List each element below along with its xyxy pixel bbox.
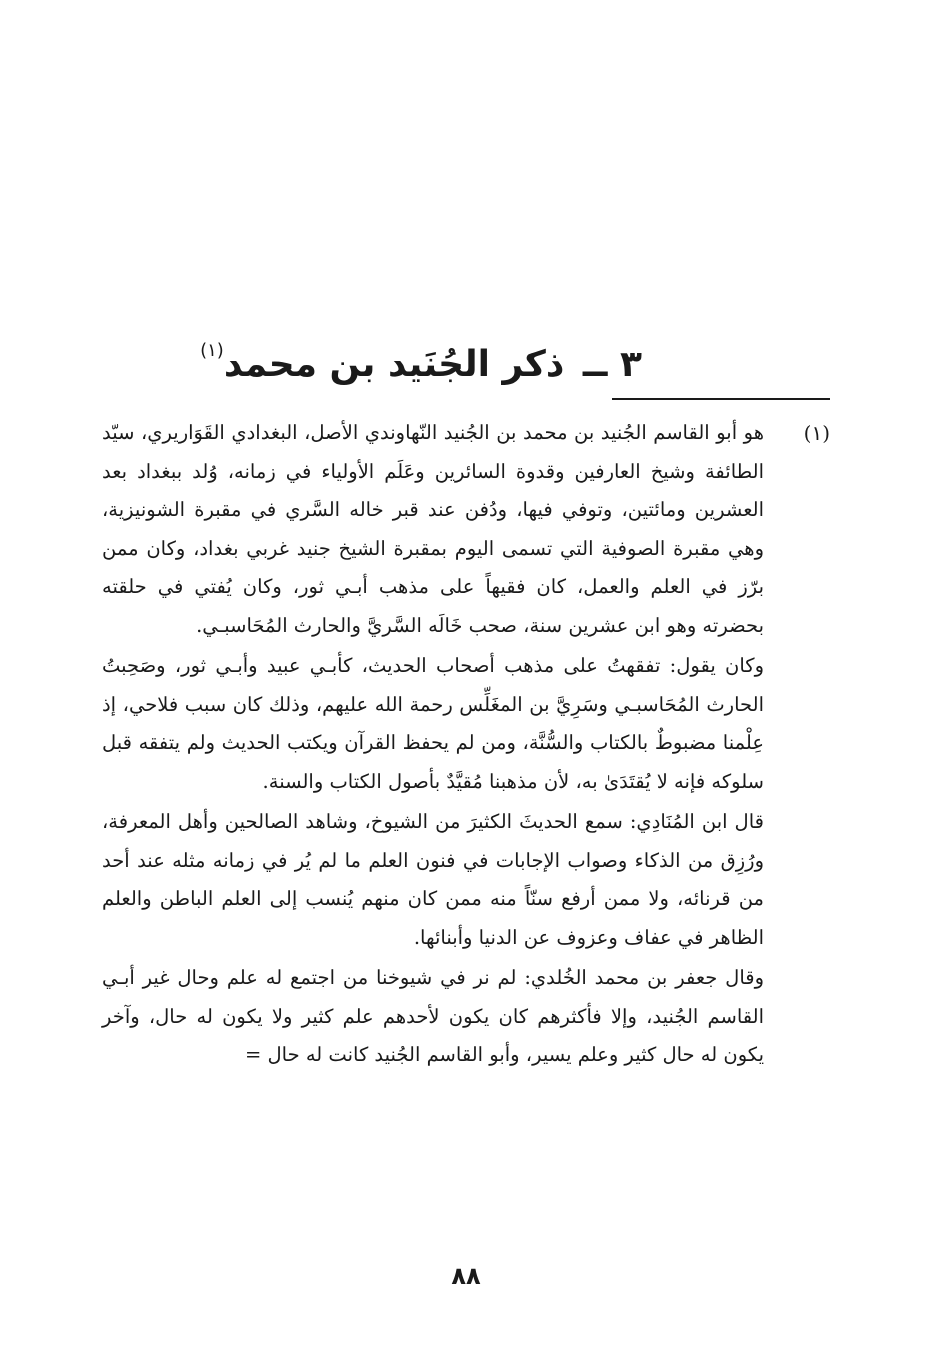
footnote-paragraph: وقال جعفر بن محمد الخُلدي: لم نر في شيوخنا من اجتمع له علم وحال غير أبـي القاسم الجُنيد، وإلا فأكثرهم كان يكون لأحدهم علم كثير ولا يكون له حال، وآخر يكون له حال كثير وعلم يسير، وأبو القاسم الجُنيد كانت له حال = bbox=[102, 966, 764, 1066]
footnote-paragraph: هو أبو القاسم الجُنيد بن محمد بن الجُنيد النّهاوندي الأصل، البغدادي القَوَاريري، سيّد الطائفة وشيخ العارفين وقدوة السائرين وعَلَم الأولياء في زمانه، وُلد ببغداد بعد العشرين ومائتين، وتوفي فيها، ودُفن عند قبر خاله السَّري في مقبرة الشونيزية، وهي مقبرة الصوفية التي تسمى اليوم بمقبرة الشيخ جنيد غربي بغداد، وكان ممن برّز في العلم والعمل، كان فقيهاً على مذهب أبـي ثور، وكان يُفتي في حلقته بحضرته وهو ابن عشرين سنة، صحب خَالَه السَّريَّ والحارث المُحَاسبـي. bbox=[102, 421, 764, 637]
footnote-separator bbox=[612, 398, 830, 400]
chapter-title-text: ذكر الجُنَيد بن محمد bbox=[223, 344, 565, 386]
footnote-marker: (١) bbox=[803, 421, 830, 445]
footnote-paragraph: وكان يقول: تفقهتُ على مذهب أصحاب الحديث، كأبـي عبيد وأبـي ثور، وصَحِبتُ الحارث المُحَاسبـي وسَرِيَّ بن المغَلِّس رحمة الله عليهم، وذلك كان سبب فلاحي، إذ عِلْمنا مضبوطٌ بالكتاب والسُّنَّة، ومن لم يحفظ القرآن ويكتب الحديث ولم يتفقه قبل سلوكه فإنه لا يُقتَدَىٰ به، لأن مذهبنا مُقيَّدٌ بأصول الكتاب والسنة. bbox=[102, 654, 764, 793]
chapter-number: ٣ ــ bbox=[582, 344, 642, 386]
chapter-heading bbox=[200, 340, 642, 386]
page-number: ٨٨ bbox=[451, 1262, 481, 1290]
footnote-paragraph: قال ابن المُنَادِي: سمع الحديثَ الكثيرَ من الشيوخ، وشاهد الصالحين وأهل المعرفة، ورُزِق من الذكاء وصواب الإجابات في فنون العلم ما لم يُر في زمانه مثله عند أحد من قرنائه، ولا ممن أرفع سنّاً منه ممن كان منهم يُنسب إلى العلم الباطن والعلم الظاهر في عفاف وعزوف عن الدنيا وأبنائها. bbox=[102, 810, 764, 949]
footnote bbox=[102, 414, 830, 1077]
footnote-body bbox=[102, 414, 764, 1075]
footnote-reference: (١) bbox=[200, 340, 224, 362]
